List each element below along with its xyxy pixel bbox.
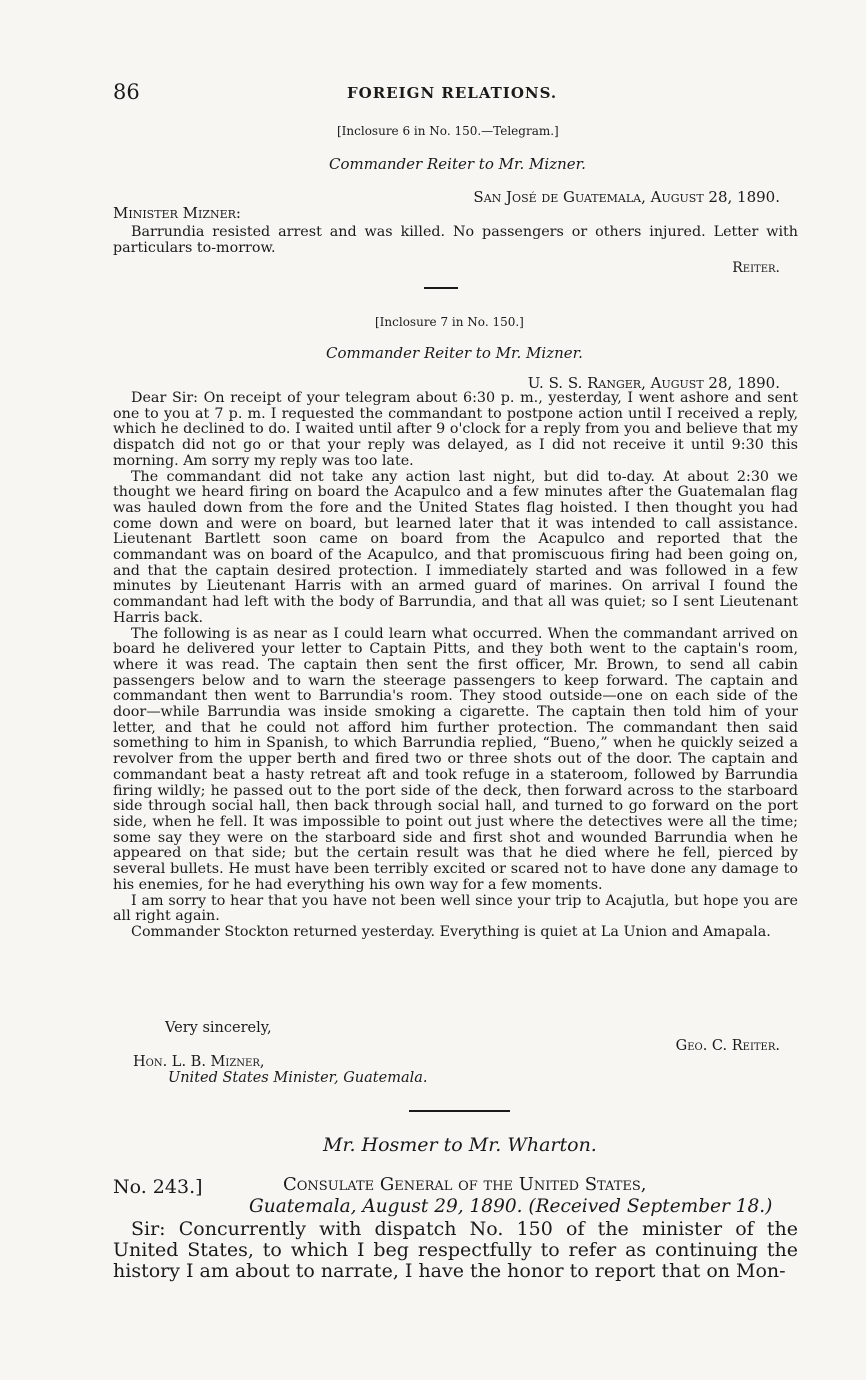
dispatch-origin: Consulate General of the United States,: [283, 1174, 647, 1195]
dispatch-date-line: Guatemala, August 29, 1890. (Received September 18.): [249, 1196, 773, 1217]
addressee-title: United States Minister, Guatemala.: [168, 1070, 428, 1086]
inclosure-6-signature: Reiter.: [732, 260, 780, 276]
dispatch-body: [113, 1219, 798, 1282]
dispatch-number: No. 243.]: [113, 1176, 203, 1198]
inclosure-6-body-text: Barrundia resisted arrest and was killed. No passengers or others injured. Letter with particulars to-morrow.: [113, 224, 798, 256]
inclosure-7-label: [Inclosure 7 in No. 150.]: [375, 315, 524, 329]
inclosure-6-title: Commander Reiter to Mr. Mizner.: [329, 155, 586, 173]
page-number: 86: [113, 80, 140, 104]
letter-paragraph: The following is as near as I could learn what occurred. When the commandant arrived on board he delivered your letter to Captain Pitts, and they both went to the captain's room, where it was read. The captain then sent the first officer, Mr. Brown, to send all cabin passengers below and to warn the steerage passengers to keep forward. The captain and commandant then went to Barrundia's room. They stood outside—one on each side of the door—while Barrundia was inside smoking a cigarette. The captain then told him of your letter, and that he could not afford him further protection. The commandant then said something to him in Spanish, to which Barrundia replied, “Bueno,” when he quickly seized a revolver from the upper berth and fired two or three shots out of the door. The captain and commandant beat a hasty retreat aft and took refuge in a stateroom, followed by Barrundia firing wildly; he passed out to the port side of the deck, then forward across to the starboard side through social hall, then back through social hall, and turned to go forward on the port side, when he fell. It was impossible to point out just where the detectives were all the time; some say they were on the starboard side and first shot and wounded Barrundia when he appeared on that side; but the certain result was that he died where he fell, pierced by several bullets. He must have been terribly excited or scared not to have done any damage to his enemies, for he had everything his own way for a few moments.: [113, 625, 798, 893]
letter-paragraph: I am sorry to hear that you have not been well since your trip to Acajutla, but hope you are all right again.: [113, 892, 798, 925]
letter-paragraph: The commandant did not take any action last night, but did to-day. At about 2:30 we thought we heard firing on board the Acapulco and a few minutes after the Guatemalan flag was hauled down from the fore and the United States flag hoisted. I then thought you had come down and were on board, but learned later that it was intended to call assistance. Lieutenant Bartlett soon came on board from the Acapulco and reported that the commandant was on board of the Acapulco, and that promiscuous firing had been going on, and that the captain desired protection. I immediately started and was followed in a few minutes by Lieutenant Harris with an armed guard of marines. On arrival I found the commandant had left with the body of Barrundia, and that all was quiet; so I sent Lieutenant Harris back.: [113, 468, 798, 626]
inclosure-6-body: [113, 225, 798, 256]
letter-signature: Geo. C. Reiter.: [675, 1038, 780, 1054]
inclosure-7-body: [113, 391, 798, 941]
dispatch-body-text: Sir: Concurrently with dispatch No. 150 of the minister of the United States, to which I beg respectfully to refer as continuing the history I am about to narrate, I have the honor to report that on Mon-: [113, 1218, 798, 1282]
inclosure-7-place-date: U. S. S. Ranger, August 28, 1890.: [527, 374, 780, 392]
inclosure-6-label: [Inclosure 6 in No. 150.—Telegram.]: [337, 124, 559, 138]
inclosure-6-salutation: Minister Mizner:: [113, 204, 241, 222]
letter-paragraph: Dear Sir: On receipt of your telegram about 6:30 p. m., yesterday, I went ashore and sent one to you at 7 p. m. I requested the commandant to postpone action until I received a reply, which he declined to do. I waited until after 9 o'clock for a reply from you and believe that my dispatch did not go or that your reply was delayed, as I did not receive it until 9:30 this morning. Am sorry my reply was too late.: [113, 390, 798, 469]
section-rule: [424, 287, 458, 289]
inclosure-7-title: Commander Reiter to Mr. Mizner.: [326, 344, 583, 362]
letter-paragraph: Commander Stockton returned yesterday. Everything is quiet at La Union and Amapala.: [131, 923, 771, 940]
letter-closing: Very sincerely,: [165, 1020, 272, 1036]
dispatch-heading: Mr. Hosmer to Mr. Wharton.: [323, 1134, 597, 1156]
addressee-name: Hon. L. B. Mizner,: [133, 1054, 265, 1070]
inclosure-6-place-date: San José de Guatemala, August 28, 1890.: [473, 188, 780, 206]
section-rule: [409, 1110, 510, 1112]
running-head: FOREIGN RELATIONS.: [347, 84, 558, 102]
